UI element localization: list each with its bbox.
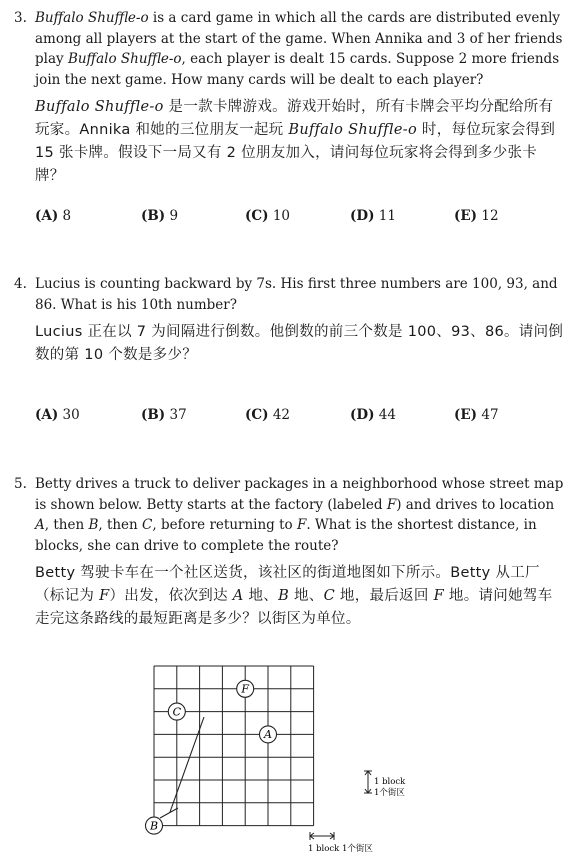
game-name: Buffalo Shuffle-o [288, 122, 418, 138]
sketch-line-c-to-b [170, 717, 204, 812]
map-point-c [168, 703, 185, 720]
game-name: Buffalo Shuffle-o [35, 10, 149, 26]
problem-5 [14, 474, 566, 631]
vertical-scale-label-en: 1 block [374, 777, 406, 787]
choice-b[interactable]: (B) 37 [141, 407, 187, 423]
problem-3 [14, 8, 566, 188]
problem-text-en: Lucius is counting backward by 7s. His first three numbers are 100, 93, and 86. What is his 10th number? [35, 276, 558, 313]
point-label: C [172, 705, 182, 719]
map-point-a [260, 726, 277, 743]
problem-text-zh: Buffalo Shuffle-o 是一款卡牌游戏。游戏开始时，所有卡牌会平均分配给所有玩家。Annika 和她的三位朋友一起玩 Buffalo Shuffle-o 时，每位玩家会得到 15 张卡牌。假设下一局又有 2 位朋友加入，请问每位玩家将会得到多少张卡牌？ [35, 99, 556, 184]
game-name: Buffalo Shuffle-o [67, 51, 182, 67]
problem-number: 5. [14, 476, 27, 492]
vertical-scale-label-zh: 1个街区 [374, 788, 405, 798]
choice-d[interactable]: (D) 44 [350, 407, 396, 423]
horizontal-scale-bar [310, 832, 334, 840]
choice-a[interactable]: (A) 30 [35, 407, 80, 423]
choice-d[interactable]: (D) 11 [350, 208, 396, 224]
problem-text-en: Betty drives a truck to deliver packages in a neighborhood whose street map is shown below. Betty starts at the factory (labeled F) and drives to location A, then B, then C, before returning to F. What is the shortest distance, in blocks, she can drive to complete the route? [35, 476, 564, 554]
street-grid [154, 666, 314, 826]
point-label: B [149, 819, 159, 833]
choice-e[interactable]: (E) 47 [454, 407, 499, 423]
problem-text-zh: Betty 驾驶卡车在一个社区送货，该社区的街道地图如下所示。Betty 从工厂（标记为 F）出发，依次到达 A 地、B 地、C 地，最后返回 F 地。请问她驾车走完这条路线的最短距离是多少？以街区为单位。 [35, 565, 553, 627]
problem-text-en: Buffalo Shuffle-o is a card game in which all the cards are distributed evenly among all players at the start of the game. When Annika and 3 of her friends play Buffalo Shuffle-o, each player is dealt 15 cards. Suppose 2 more friends join the next game. How many cards will be dealt to each player? [35, 10, 563, 88]
sketch-tick-b [160, 808, 178, 818]
choice-b[interactable]: (B) 9 [141, 208, 179, 224]
problem-4 [14, 274, 566, 367]
map-point-b [146, 817, 163, 834]
choice-a[interactable]: (A) 8 [35, 208, 72, 224]
problem-number: 4. [14, 276, 27, 292]
point-label: F [241, 682, 250, 696]
game-name: Buffalo Shuffle-o [35, 99, 164, 115]
horizontal-scale-label: 1 block 1个街区 [308, 844, 373, 854]
choice-e[interactable]: (E) 12 [454, 208, 499, 224]
problem-text-zh: Lucius 正在以 7 为间隔进行倒数。他倒数的前三个数是 100、93、86。请问倒数的第 10 个数是多少？ [35, 324, 564, 363]
choice-c[interactable]: (C) 10 [245, 208, 291, 224]
street-map-figure [140, 660, 440, 855]
problem-number: 3. [14, 10, 27, 26]
vertical-scale-bar [364, 771, 372, 793]
map-point-f [237, 680, 254, 697]
point-label: A [264, 728, 272, 742]
choice-c[interactable]: (C) 42 [245, 407, 291, 423]
